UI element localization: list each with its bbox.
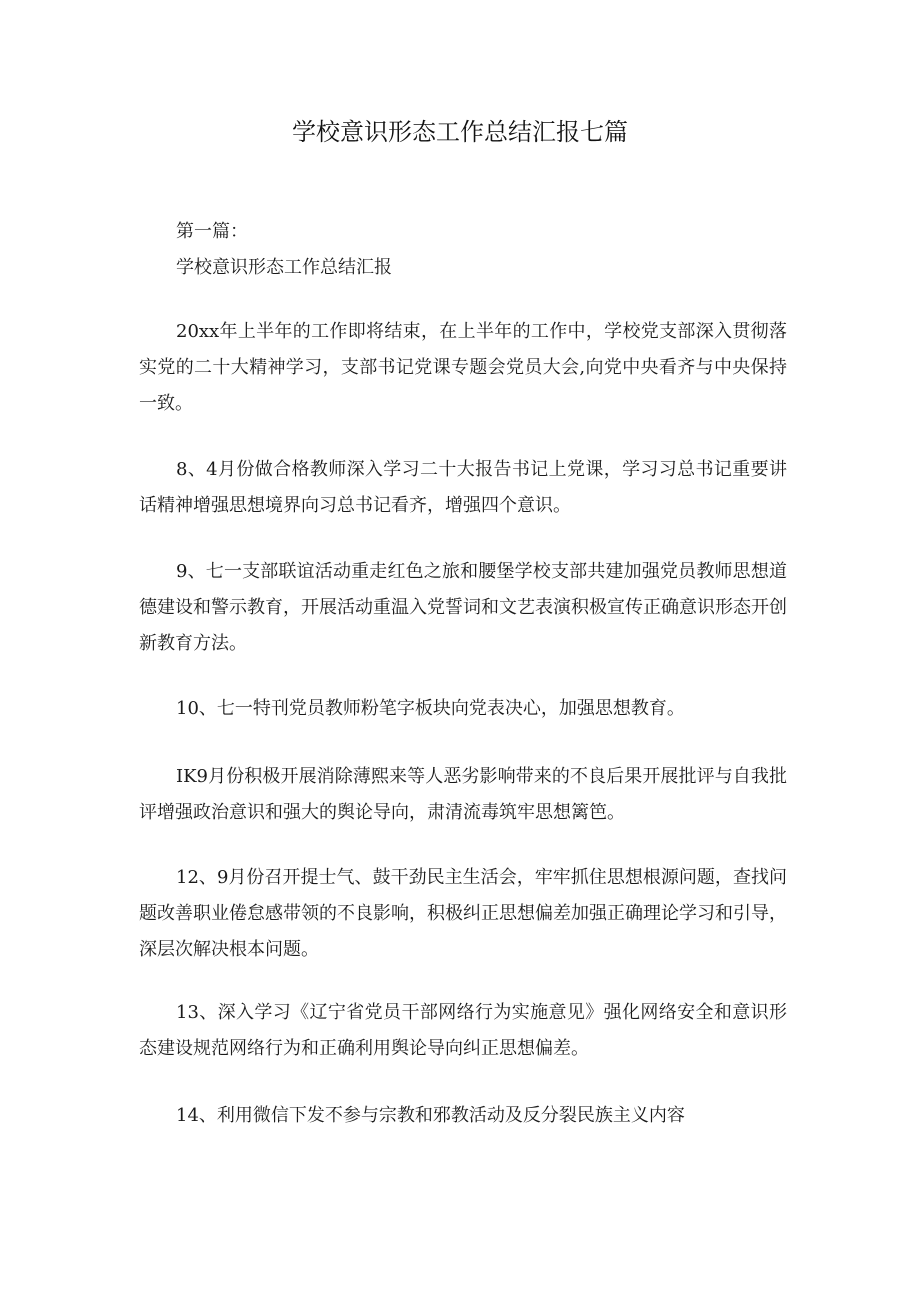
paragraph-2: 8、4月份做合格教师深入学习二十大报告书记上党课，学习习总书记重要讲话精神增强思想境界向习总书记看齐，增强四个意识。 (139, 459, 787, 516)
paragraph-8: 14、利用微信下发不参与宗教和邪教活动及反分裂民族主义内容 (176, 1105, 685, 1126)
section-subtitle: 学校意识形态工作总结汇报 (176, 257, 392, 278)
paragraph-4: 10、七一特刊党员教师粉笔字板块向党表决心，加强思想教育。 (176, 698, 685, 719)
paragraph-6: 12、9月份召开提士气、鼓干劲民主生活会，牢牢抓住思想根源问题，查找问题改善职业倦怠感带领的不良影响，积极纠正思想偏差加强正确理论学习和引导，深层次解决根本问题。 (139, 867, 787, 960)
section-label: 第一篇： (176, 221, 248, 242)
paragraph-5: IK9月份积极开展消除薄熙来等人恶劣影响带来的不良后果开展批评与自我批评增强政治意识和强大的舆论导向，肃清流毒筑牢思想篱笆。 (139, 766, 787, 823)
paragraph-7: 13、深入学习《辽宁省党员干部网络行为实施意见》强化网络安全和意识形态建设规范网络行为和正确利用舆论导向纠正思想偏差。 (139, 1002, 787, 1059)
paragraph-3: 9、七一支部联谊活动重走红色之旅和腰堡学校支部共建加强党员教师思想道德建设和警示教育，开展活动重温入党誓词和文艺表演积极宣传正确意识形态开创新教育方法。 (139, 561, 787, 654)
document-title: 学校意识形态工作总结汇报七篇 (292, 118, 628, 146)
paragraph-1: 20xx年上半年的工作即将结束，在上半年的工作中，学校党支部深入贯彻落实党的二十大精神学习，支部书记党课专题会党员大会,向党中央看齐与中央保持一致。 (139, 321, 787, 414)
